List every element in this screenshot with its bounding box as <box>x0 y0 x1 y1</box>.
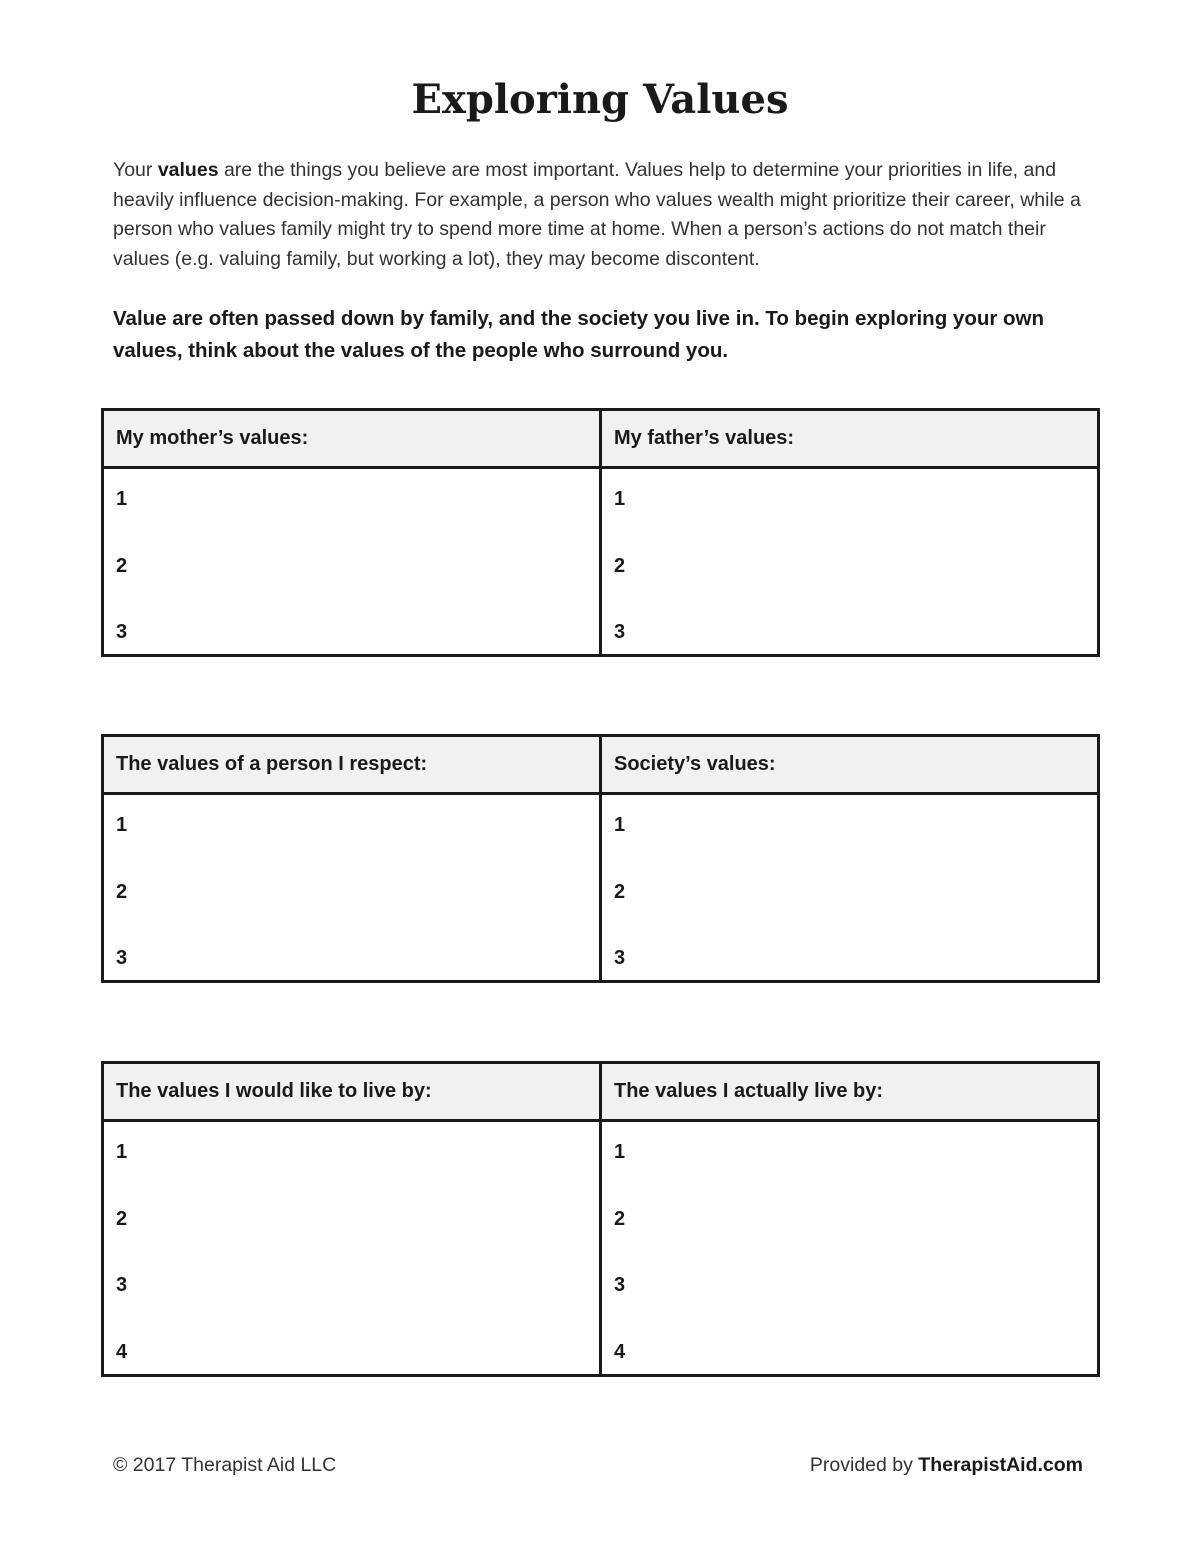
entry-number: 1 <box>116 1141 128 1163</box>
header-mother-values: My mother’s values: <box>103 410 601 468</box>
entry-number: 2 <box>614 880 626 903</box>
copyright-notice: © 2017 Therapist Aid LLC <box>113 1454 337 1476</box>
header-society-values: Society’s values: <box>601 736 1099 794</box>
values-table-respect-society <box>101 734 1100 983</box>
entry-number: 1 <box>614 488 626 510</box>
values-table-family <box>101 408 1100 657</box>
father-values-entry[interactable] <box>601 468 1099 656</box>
header-father-values: My father’s values: <box>601 410 1099 468</box>
entry-number: 1 <box>116 488 128 510</box>
entry-number: 1 <box>614 1141 626 1163</box>
entry-number: 2 <box>116 1207 128 1230</box>
provider-prefix: Provided by <box>809 1454 919 1476</box>
intro-paragraph <box>113 156 1103 274</box>
header-respected-person-values: The values of a person I respect: <box>103 736 601 794</box>
entry-number: 3 <box>116 621 128 643</box>
respected-person-values-entry[interactable] <box>103 794 601 982</box>
entry-number: 2 <box>614 554 626 577</box>
values-table-personal <box>101 1061 1100 1377</box>
mother-values-entry[interactable] <box>103 468 601 656</box>
entry-number: 3 <box>614 947 626 969</box>
header-actual-values: The values I actually live by: <box>601 1063 1099 1121</box>
entry-number: 3 <box>614 1274 626 1296</box>
header-ideal-values: The values I would like to live by: <box>103 1063 601 1121</box>
entry-number: 2 <box>614 1207 626 1230</box>
entry-number: 2 <box>116 880 128 903</box>
entry-number: 1 <box>614 814 626 836</box>
intro-text-start: Your <box>113 159 158 181</box>
actual-values-entry[interactable] <box>601 1121 1099 1376</box>
entry-number: 4 <box>116 1340 128 1363</box>
entry-number: 3 <box>116 947 128 969</box>
intro-text-rest: are the things you believe are most important. Values help to determine your priorities in life, and heavily influence decision-making. For example, a person who values wealth might prioritize their career, while a person who values family might try to spend more time at home. When a person’s actions do not match their values (e.g. valuing family, but working a lot), they may become discontent. <box>113 159 1081 270</box>
ideal-values-entry[interactable] <box>103 1121 601 1376</box>
entry-number: 4 <box>614 1340 626 1363</box>
entry-number: 2 <box>116 554 128 577</box>
provider-brand-link[interactable]: TherapistAid.com <box>918 1454 1083 1476</box>
provider-credit <box>810 1454 1083 1477</box>
entry-number: 3 <box>116 1274 128 1296</box>
society-values-entry[interactable] <box>601 794 1099 982</box>
lead-instruction: Value are often passed down by family, and the society you live in. To begin exploring your own values, think about the values of the people who surround you. <box>113 307 1045 362</box>
entry-number: 1 <box>116 814 128 836</box>
entry-number: 3 <box>614 621 626 643</box>
page-title: Exploring Values <box>411 76 789 123</box>
intro-text-bold: values <box>157 159 219 181</box>
